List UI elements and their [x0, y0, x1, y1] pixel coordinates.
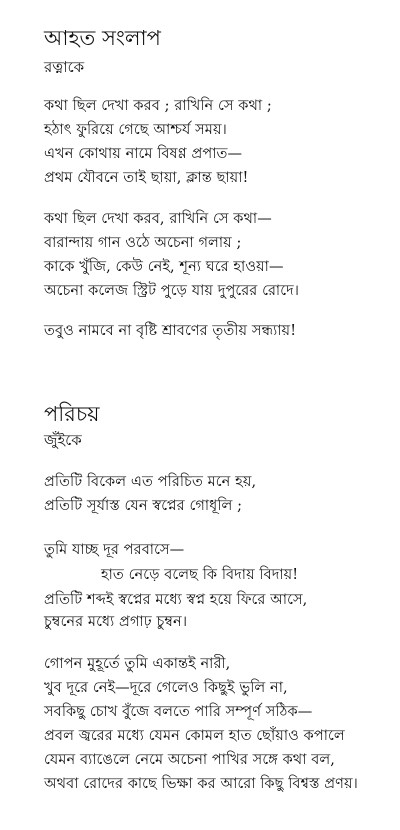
- poem-line: অথবা রোদের কাছে ভিক্ষা কর আরো কিছু বিশ্বস্ত প্রণয়।: [44, 776, 358, 792]
- poem-line: বারান্দায় গান ওঠে অচেনা গলায় ;: [44, 235, 242, 251]
- poem-title: পরিচয়: [44, 402, 100, 426]
- poem-line: প্রথম যৌবনে তাই ছায়া, ক্লান্ত ছায়া!: [44, 170, 249, 186]
- poem-dedication: রত্নাকে: [44, 58, 85, 76]
- poem-line: যেমন ব্যাঙেলে নেমে অচেনা পাখির সঙ্গে কথা বল,: [44, 752, 335, 768]
- poem-line: চুম্বনের মধ্যে প্রগাঢ় চুম্বন।: [44, 614, 188, 630]
- poem-line: কথা ছিল দেখা করব ; রাখিনি সে কথা ;: [44, 98, 272, 114]
- poem-line: কথা ছিল দেখা করব, রাখিনি সে কথা—: [44, 211, 272, 227]
- poem-line: সবকিছু চোখ বুঁজে বলতে পারি সম্পূর্ণ সঠিক—: [44, 704, 313, 720]
- poem-line: প্রতিটি সূর্যাস্ত যেন স্বপ্নের গোধূলি ;: [44, 498, 243, 514]
- poem-line: কাকে খুঁজি, কেউ নেই, শূন্য ঘরে হাওয়া—: [44, 259, 284, 275]
- poem-line-indented: হাত নেড়ে বলেছ কি বিদায় বিদায়!: [101, 567, 299, 583]
- poem-line: তবুও নামবে না বৃষ্টি শ্রাবণের তৃতীয় সন্ধ্যায়!: [44, 323, 297, 339]
- poem-dedication: জুঁইকে: [44, 431, 82, 449]
- poem-line: প্রতিটি শব্দই স্বপ্নের মধ্যে স্বপ্ন হয়ে ফিরে আসে,: [44, 592, 308, 608]
- poem-line: প্রবল জ্বরের মধ্যে যেমন কোমল হাত ছোঁয়াও কপালে: [44, 728, 345, 744]
- poem-line: খুব দূরে নেই—দূরে গেলেও কিছুই ভুলি না,: [44, 680, 288, 696]
- poem-line: তুমি যাচ্ছ দূর পরবাসে—: [44, 542, 185, 558]
- poem-line: হঠাৎ ফুরিয়ে গেছে আশ্চর্য সময়।: [44, 122, 227, 138]
- poem-line: এখন কোথায় নামে বিষণ্ণ প্রপাত—: [44, 146, 243, 162]
- poem-line: গোপন মুহূর্তে তুমি একান্তই নারী,: [44, 656, 231, 672]
- poem-line: প্রতিটি বিকেল এত পরিচিত মনে হয়,: [44, 474, 257, 490]
- poem-line: অচেনা কলেজ স্ট্রিট পুড়ে যায় দুপুরের রোদে।: [44, 283, 300, 299]
- poem-title: আহত সংলাপ: [44, 26, 161, 50]
